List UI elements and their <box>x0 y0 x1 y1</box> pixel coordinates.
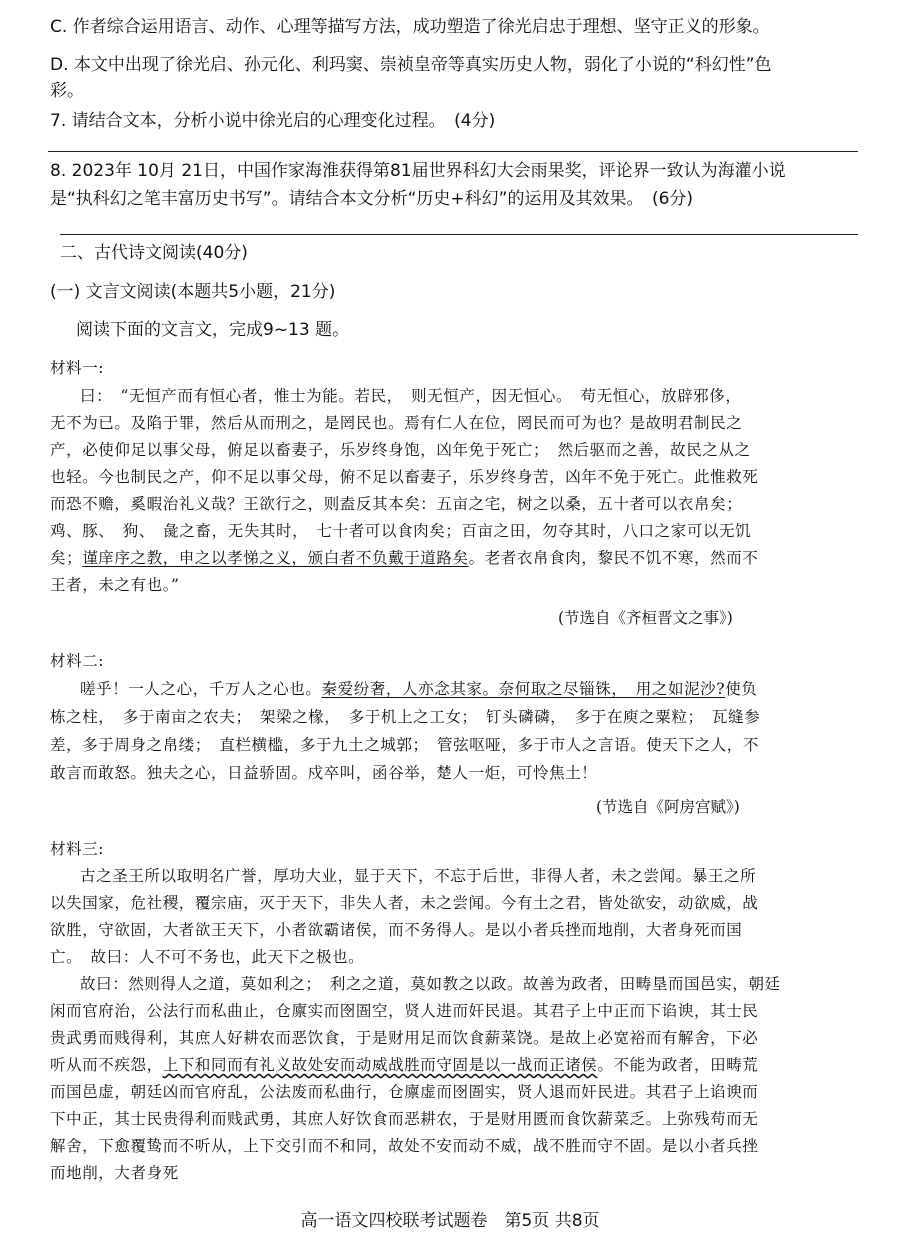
material1-source: (节选自《齐桓晋文之事》) <box>558 609 733 627</box>
material1-line: 无不为已。及陷于罪，然后从而刑之，是罔民也。焉有仁人在位，罔民而可为也？是故明君制民之 <box>50 414 743 432</box>
material3-line: 而地削，大者身死 <box>50 1164 179 1182</box>
material1-line: 鸡、豚、 狗、 彘之畜，无失其时， 七十者可以食肉矣；百亩之田，勿夺其时，八口之家可以无饥 <box>50 522 752 540</box>
material3-wavy-post: 。不能为政者，田畴荒 <box>597 1056 759 1074</box>
material3-line: 古之圣王所以取明名广誉，厚功大业，显于天下，不忘于后世，非得人者，未之尝闻。暴王之所 <box>80 867 757 885</box>
question-8-line1: 8. 2023年 10月 21日，中国作家海淮获得第81届世界科幻大会雨果奖，评论界一致认为海灌小说 <box>50 161 786 181</box>
answer-line-q8 <box>60 234 858 235</box>
material2-source: (节选自《阿房宫赋》) <box>596 798 740 816</box>
material1-line <box>50 545 860 571</box>
material2-line1-post: 使负 <box>725 680 758 698</box>
material1-line: 也轻。今也制民之产，仰不足以事父母，俯不足以畜妻子，乐岁终身苦，凶年不免于死亡。此惟救死 <box>50 468 759 486</box>
material3-line: 亡。 故曰：人不可不务也，此天下之极也。 <box>50 948 365 966</box>
answer-line-q7 <box>48 151 858 152</box>
question-7: 7. 请结合文本，分析小说中徐光启的心理变化过程。 (4分) <box>50 111 496 131</box>
material3-wavy-pre: 听从而不疾怨， <box>50 1056 163 1074</box>
material2-label: 材料二: <box>50 652 105 670</box>
q6-option-c: C. 作者综合运用语言、动作、心理等描写方法，成功塑造了徐光启忠于理想、坚守正义的形象。 <box>50 17 770 37</box>
material2-underlined-sentence: 秦爱纷奢，人亦念其家。奈何取之尽锱铢， 用之如泥沙? <box>321 680 726 698</box>
material3-wavy-underlined-sentence: 上下和同而有礼义故处安而动威战胜而守固是以一战而正诸侯 <box>162 1056 598 1074</box>
material2-line: 栋之柱， 多于南亩之农夫； 架梁之椽， 多于机上之工女； 钉头磷磷， 多于在庾之粟粒； 瓦缝参 <box>50 708 761 726</box>
material1-line: 产，必使仰足以事父母，俯足以畜妻子，乐岁终身饱，凶年免于死亡； 然后驱而之善，故民之从之 <box>50 441 751 459</box>
material1-line7-post: 。老者衣帛食肉，黎民不饥不寒，然而不 <box>468 549 759 567</box>
q6-option-d-line1: D. 本文中出现了徐光启、孙元化、利玛窦、崇祯皇帝等真实历史人物，弱化了小说的“科幻性”色 <box>50 55 772 75</box>
section-heading: 二、古代诗文阅读(40分) <box>60 243 248 263</box>
material2-line1-pre: 嗟乎！一人之心，千万人之心也。 <box>80 680 322 698</box>
page-footer: 高一语文四校联考试题卷 第5页 共8页 <box>300 1211 600 1231</box>
material2-line: 敢言而敢怒。独夫之心，日益骄固。戍卒叫，函谷举，楚人一炬，可怜焦土！ <box>50 764 598 782</box>
material3-line: 欲胜，守欲固，大者欲王天下，小者欲霸诸侯，而不务得人。是以小者兵挫而地削，大者身死而国 <box>50 921 743 939</box>
material1-underlined-sentence: 谨庠序之教，申之以孝悌之义，颁白者不负戴于道路矣 <box>82 549 469 567</box>
material2-line: 差，多于周身之帛缕； 直栏横槛，多于九土之城郭； 管弦呕哑，多于市人之言语。使天下之人，不 <box>50 736 760 754</box>
material3-line: 贵武勇而贱得利，其庶人好耕农而恶饮食，于是财用足而饮食薪菜饶。是故上必宽裕而有解舍，下必 <box>50 1029 759 1047</box>
material3-line: 以失国家，危社稷，覆宗庙，灭于天下，非失人者，未之尝闻。今有土之君，皆处欲安，动欲威，战 <box>50 894 759 912</box>
q6-option-d-line2: 彩。 <box>50 81 84 101</box>
question-8-line2: 是“执科幻之笔丰富历史书写”。请结合本文分析“历史+科幻”的运用及其效果。 (6分) <box>50 189 694 209</box>
material1-label: 材料一: <box>50 359 105 377</box>
material3-line <box>50 1052 860 1078</box>
material3-line: 故曰：然则得人之道，莫如利之； 利之之道，莫如教之以政。故善为政者，田畴垦而国邑实，朝廷 <box>80 975 781 993</box>
material1-line: 曰： “无恒产而有恒心者，惟士为能。若民， 则无恒产，因无恒心。 苟无恒心，放辟邪侈， <box>80 387 742 405</box>
material2-line <box>80 676 860 702</box>
material3-line: 而国邑虚，朝廷凶而官府乱，公法废而私曲行，仓廪虚而囹圄实，贤人退而奸民进。其君子上谄谀而 <box>50 1083 759 1101</box>
material1-line: 而恐不赡，奚暇治礼义哉？王欲行之，则盍反其本矣：五亩之宅，树之以桑，五十者可以衣帛矣； <box>50 495 743 513</box>
material3-line: 解舍，下愈覆鸷而不听从，上下交引而不和同，故处不安而动不威，战不胜而守不固。是以小者兵挫 <box>50 1137 759 1155</box>
material1-line7-pre: 矣； <box>50 549 83 567</box>
material3-line: 下中正，其士民贵得利而贱武勇，其庶人好饮食而恶耕农，于是财用匮而食饮薪菜乏。上弥残苟而无 <box>50 1110 759 1128</box>
material3-label: 材料三: <box>50 840 105 858</box>
sub-section-heading: (一) 文言文阅读(本题共5小题，21分) <box>50 282 336 302</box>
material1-line: 王者，未之有也。” <box>50 576 180 594</box>
material3-line: 闲而官府治，公法行而私曲止，仓廪实而囹圄空，贤人进而奸民退。其君子上中正而下谄谀，其士民 <box>50 1002 759 1020</box>
reading-instruction: 阅读下面的文言文，完成9~13 题。 <box>76 320 350 340</box>
